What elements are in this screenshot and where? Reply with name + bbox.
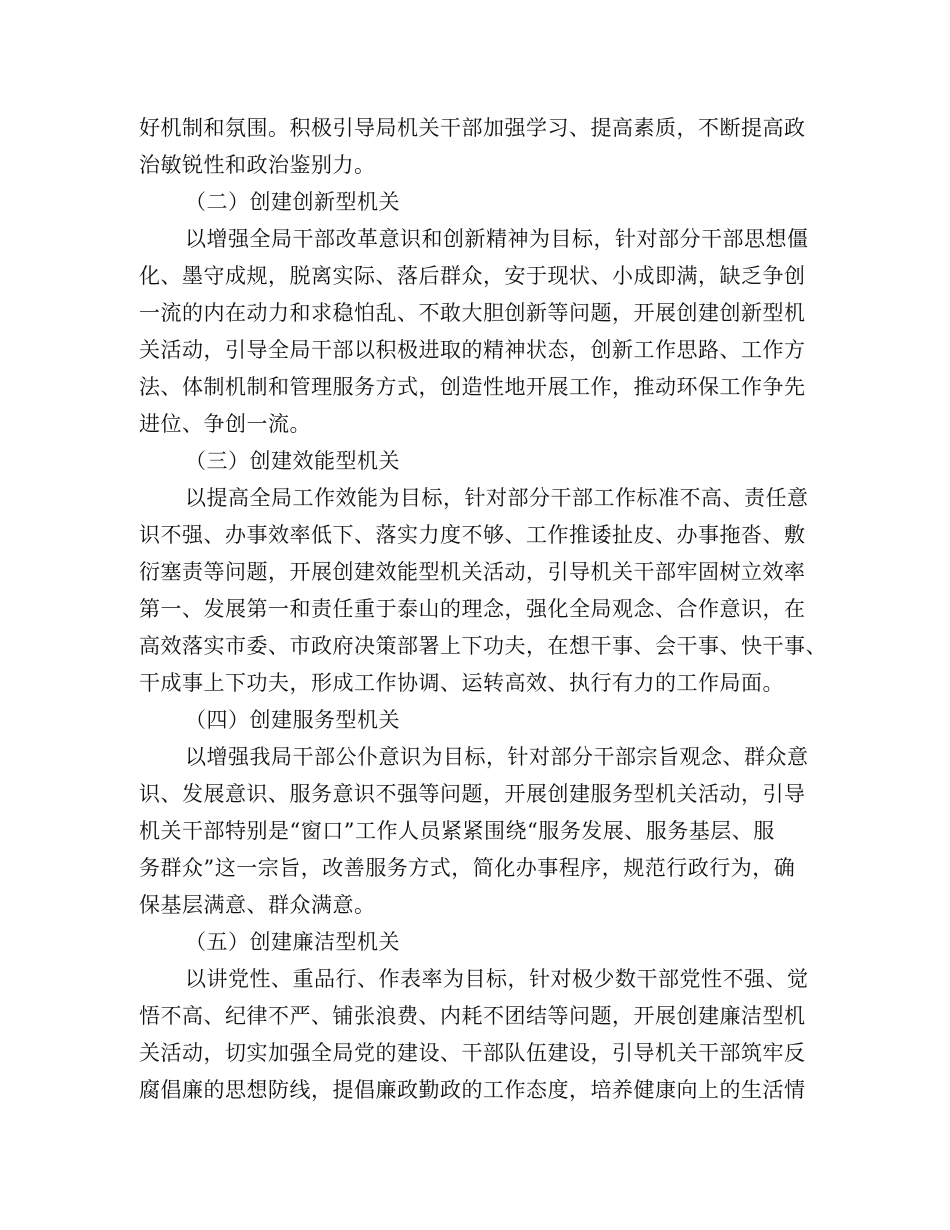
text-line: 以增强全局干部改革意识和创新精神为目标，针对部分干部思想僵 — [185, 227, 809, 251]
text-line: 识不强、办事效率低下、落实力度不够、工作推诿扯皮、办事拖沓、敷 — [139, 523, 806, 547]
text-line: 衍塞责等问题，开展创建效能型机关活动，引导机关干部牢固树立效率 — [139, 560, 806, 584]
section-heading: （四）创建服务型机关 — [185, 708, 400, 732]
text-line: 机关干部特别是“窗口”工作人员紧紧围绕“服务发展、服务基层、服 — [139, 819, 775, 843]
text-line: 以提高全局工作效能为目标，针对部分干部工作标准不高、责任意 — [185, 486, 809, 510]
text-line: 进位、争创一流。 — [139, 412, 311, 436]
text-line: 一流的内在动力和求稳怕乱、不敢大胆创新等问题，开展创建创新型机 — [139, 301, 806, 325]
text-line: 关活动，切实加强全局党的建设、干部队伍建设，引导机关干部筑牢反 — [139, 1041, 806, 1065]
text-line: 好机制和氛围。积极引导局机关干部加强学习、提高素质，不断提高政 — [139, 116, 806, 140]
text-line: 干成事上下功夫，形成工作协调、运转高效、执行有力的工作局面。 — [139, 671, 784, 695]
text-line: 以增强我局干部公仆意识为目标，针对部分干部宗旨观念、群众意 — [185, 745, 809, 769]
text-line: 第一、发展第一和责任重于泰山的理念，强化全局观念、合作意识，在 — [139, 597, 806, 621]
section-heading: （三）创建效能型机关 — [185, 449, 400, 473]
text-line: 治敏锐性和政治鉴别力。 — [139, 153, 376, 177]
text-line: 务群众”这一宗旨，改善服务方式，简化办事程序，规范行政行为，确 — [139, 856, 796, 880]
text-line: 法、体制机制和管理服务方式，创造性地开展工作，推动环保工作争先 — [139, 375, 806, 399]
text-line: 关活动，引导全局干部以积极进取的精神状态，创新工作思路、工作方 — [139, 338, 806, 362]
section-heading: （五）创建廉洁型机关 — [185, 930, 400, 954]
text-line: 高效落实市委、市政府决策部署上下功夫，在想干事、会干事、快干事、 — [139, 634, 827, 658]
text-line: 识、发展意识、服务意识不强等问题，开展创建服务型机关活动，引导 — [139, 782, 806, 806]
text-line: 以讲党性、重品行、作表率为目标，针对极少数干部党性不强、觉 — [185, 967, 809, 991]
text-line: 悟不高、纪律不严、铺张浪费、内耗不团结等问题，开展创建廉洁型机 — [139, 1004, 806, 1028]
section-heading: （二）创建创新型机关 — [185, 190, 400, 214]
text-line: 化、墨守成规，脱离实际、落后群众，安于现状、小成即满，缺乏争创 — [139, 264, 806, 288]
text-line: 腐倡廉的思想防线，提倡廉政勤政的工作态度，培养健康向上的生活情 — [139, 1078, 806, 1102]
text-line: 保基层满意、群众满意。 — [139, 893, 376, 917]
